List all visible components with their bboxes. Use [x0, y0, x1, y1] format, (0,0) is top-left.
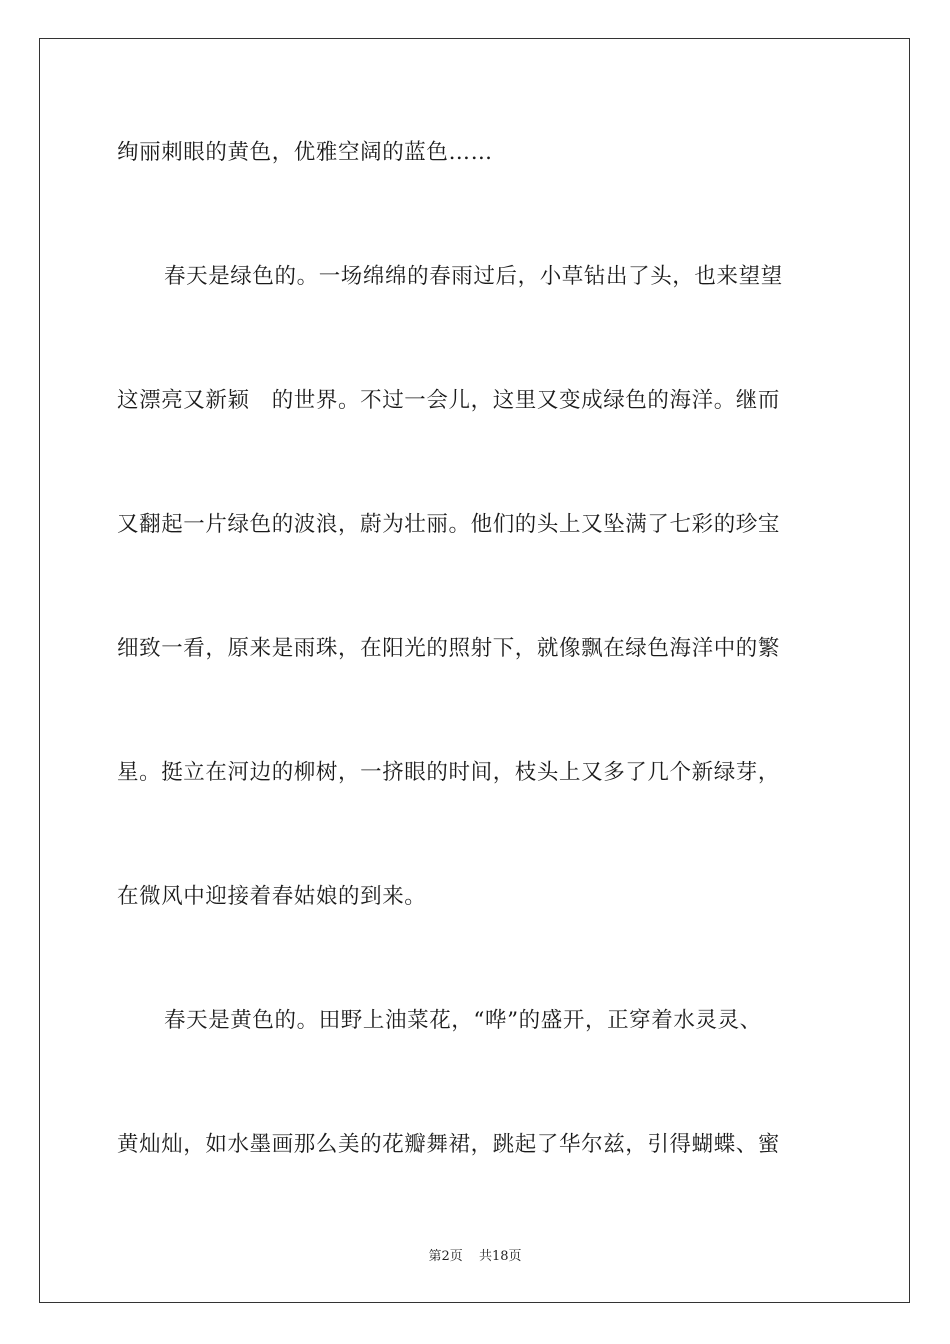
page-total: 共18页	[478, 1249, 522, 1264]
paragraph-green-line-3: 又翻起一片绿色的波浪，蔚为壮丽。他们的头上又坠满了七彩的珍宝	[117, 512, 781, 537]
page-number: 第2页	[428, 1249, 463, 1264]
paragraph-green-line-2: 这漂亮又新颖 的世界。不过一会儿，这里又变成绿色的海洋。继而	[117, 388, 781, 413]
paragraph-green-line-4: 细致一看，原来是雨珠，在阳光的照射下，就像飘在绿色海洋中的繁	[117, 636, 781, 661]
paragraph-green-line-1: 春天是绿色的。一场绵绵的春雨过后，小草钻出了头，也来望望	[164, 264, 783, 289]
text-line-1: 绚丽刺眼的黄色，优雅空阔的蓝色……	[117, 140, 493, 165]
paragraph-yellow-line-2: 黄灿灿，如水墨画那么美的花瓣舞裙，跳起了华尔兹，引得蝴蝶、蜜	[117, 1132, 781, 1157]
paragraph-green-line-6: 在微风中迎接着春姑娘的到来。	[117, 884, 427, 909]
page-footer	[0, 1248, 950, 1266]
page-border	[39, 38, 910, 1303]
paragraph-yellow-line-1: 春天是黄色的。田野上油菜花，“哗”的盛开，正穿着水灵灵、	[164, 1008, 762, 1033]
paragraph-green-line-5: 星。挺立在河边的柳树，一挤眼的时间，枝头上又多了几个新绿芽，	[117, 760, 781, 785]
